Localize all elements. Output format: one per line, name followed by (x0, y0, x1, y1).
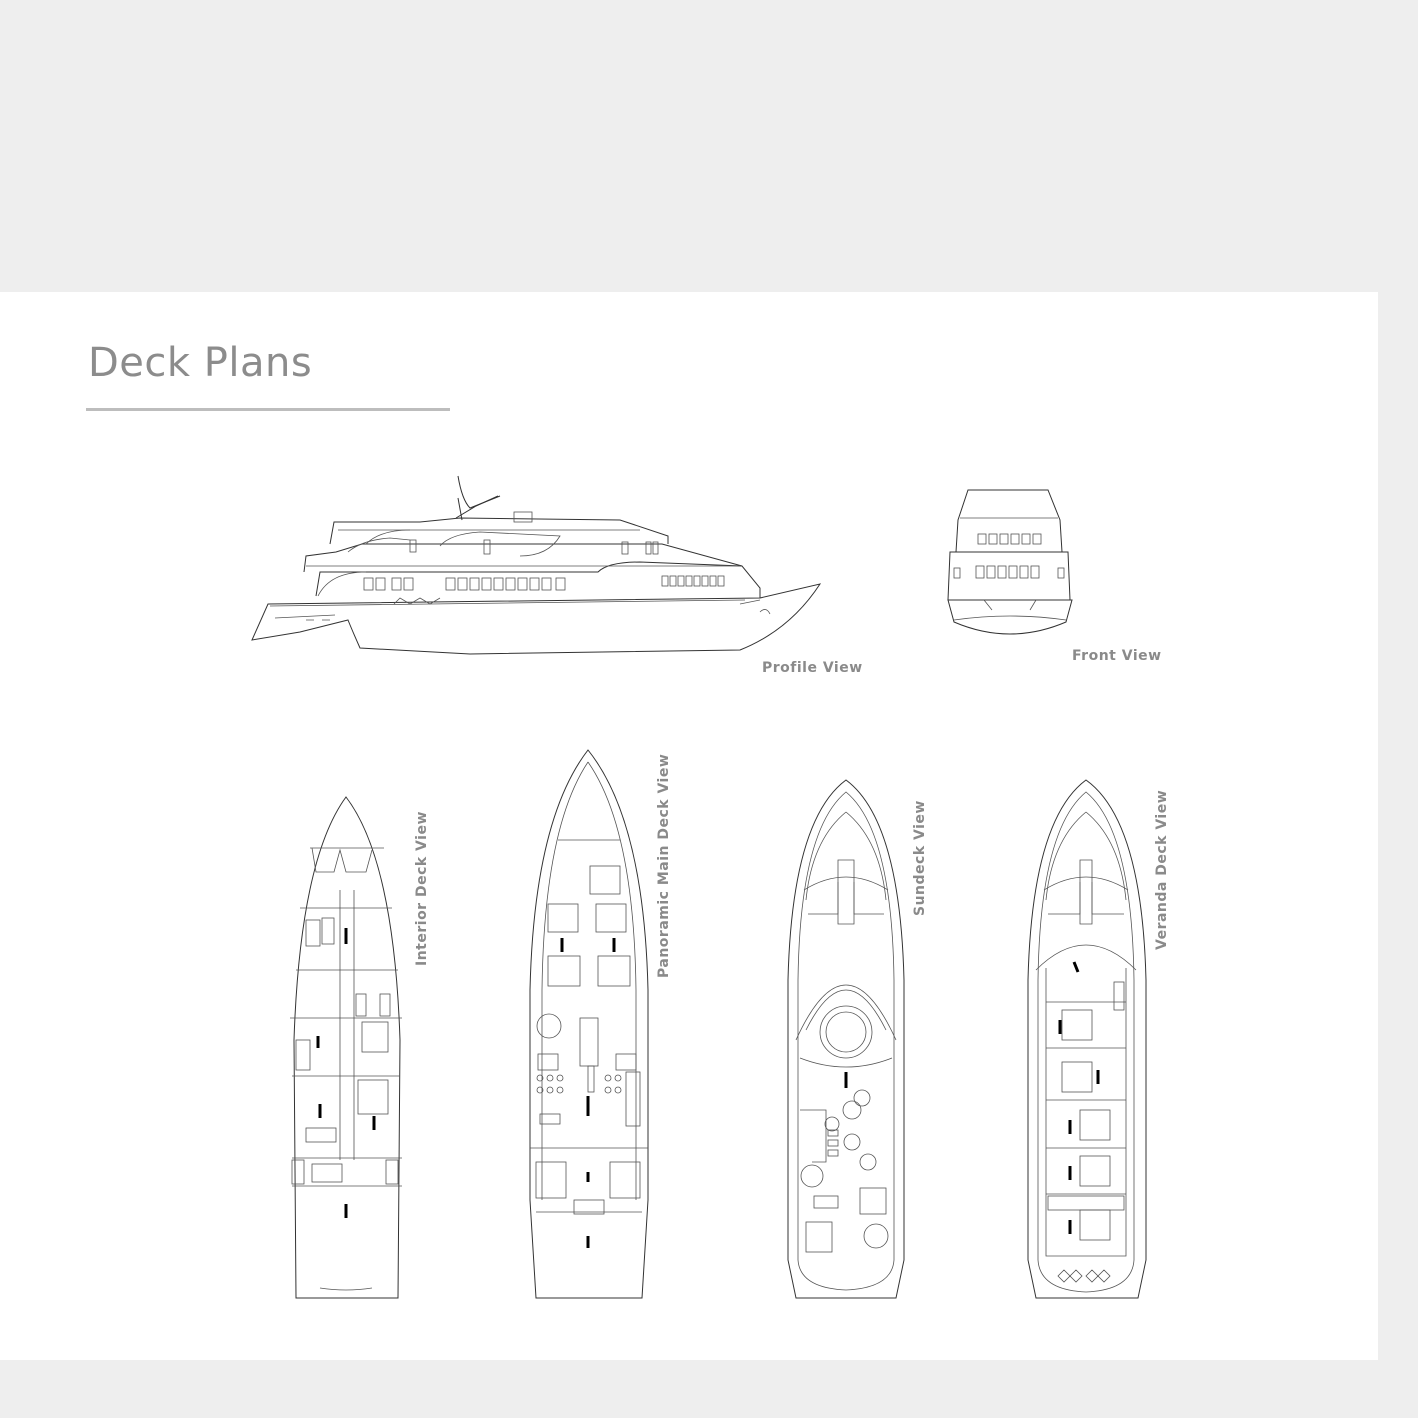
panoramic-deck-drawing (530, 750, 648, 1298)
page-title: Deck Plans (88, 340, 313, 386)
front-view-label: Front View (1072, 648, 1162, 664)
panoramic-deck-label: Panoramic Main Deck View (656, 753, 672, 978)
interior-deck-label: Interior Deck View (414, 811, 430, 966)
veranda-deck-drawing (1028, 780, 1146, 1298)
front-view-drawing (948, 490, 1072, 634)
profile-view-drawing (252, 476, 820, 654)
sundeck-label: Sundeck View (912, 800, 928, 916)
veranda-deck-label: Veranda Deck View (1154, 789, 1170, 950)
interior-deck-drawing (290, 797, 402, 1298)
sundeck-drawing (788, 780, 904, 1298)
profile-view-label: Profile View (762, 660, 863, 676)
